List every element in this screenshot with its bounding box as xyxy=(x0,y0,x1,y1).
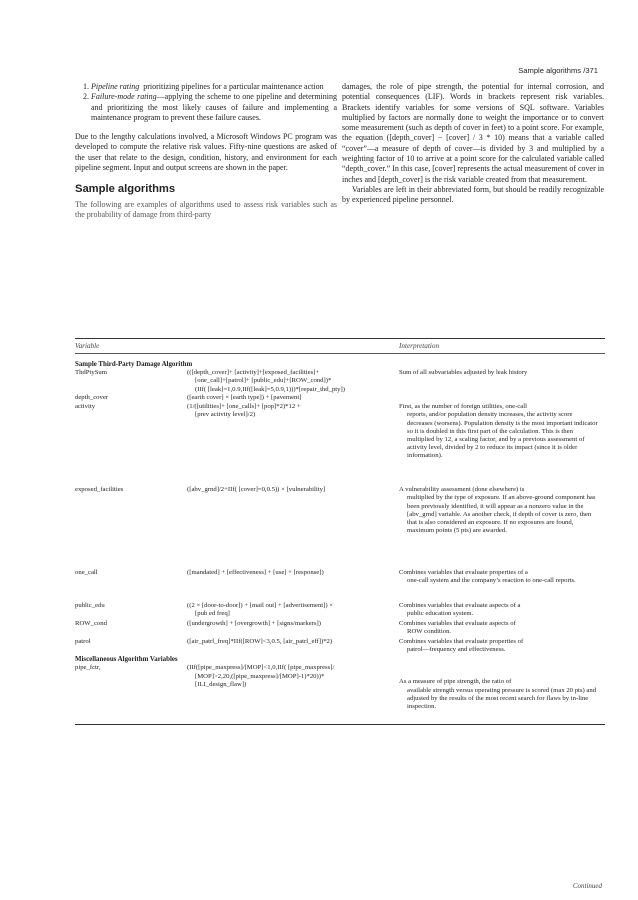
left-column xyxy=(75,82,337,220)
int-line: available strength versus operating pressure is scored (max 20 pts) and adjusted by the results of the most recent search for flaws by in-line inspection. xyxy=(407,686,597,711)
table-header xyxy=(75,339,605,353)
cell-interpretation xyxy=(399,569,599,585)
right-column xyxy=(342,82,604,206)
int-line: First, as the number of foreign utilities, one-call xyxy=(399,403,527,411)
cell-variable: ThdPtySum xyxy=(75,369,107,377)
table-row xyxy=(75,394,605,403)
table-row xyxy=(75,620,605,638)
cell-variable: activity xyxy=(75,403,96,411)
list-text: —applying the scheme to one pipeline and determining and prioritizing the most likely causes of failure and implementing a maintenance program to prevent these failure causes. xyxy=(91,92,337,122)
int-line: one-call system and the company’s reaction to one-call reports. xyxy=(407,577,576,585)
int-line: public education system. xyxy=(407,610,474,618)
cell-interpretation xyxy=(399,678,599,711)
alg-line: [ILI_design_flaw]) xyxy=(195,680,247,688)
table-row xyxy=(75,569,605,602)
list-text: prioritizing pipelines for a particular maintenance action xyxy=(143,82,324,91)
body-paragraph: damages, the role of pipe strength, the potential for internal corrosion, and potential consequences (LIF). Words in brackets represent risk variables. Brackets identify variables for some versions of SQL software. Variables multiplied by factors are normally done to weight the importance or to convert some measurement (such as depth of cover in feet) to a point score. For example, the equation ([depth_cover] − [cover] / 3 * 10) means that a variable called “cover”—a measure of depth of cover—is divided by 3 and multiplied by a weighting factor of 10 to arrive at a point score for the calculated variable called “depth_cover.” In this case, [cover] represents the actual measurement of cover in inches and [depth_cover] is the risk variable created from that measurement. xyxy=(342,82,604,184)
cell-algorithm xyxy=(187,394,389,402)
alg-line: [one_call]+[patrol]+ [public_edu]+[ROW_cond])* xyxy=(195,377,332,385)
cell-interpretation xyxy=(399,602,599,618)
alg-line: [pub ed freq] xyxy=(195,610,230,618)
int-line: reports, and/or population density increases, the activity score decreases (worsens). Population density is the most important indicator so it is doubled in this first part of the calculation. This is then multiplied by 12, a scaling factor, and by a previous assessment of activity level, divided by 2 to reduce its impact (since it is older information). xyxy=(407,411,598,460)
cell-algorithm xyxy=(187,486,389,494)
alg-line: [MOP]>2,20,([pipe_maxpress]/[MOP]-1)*20))* xyxy=(195,672,325,680)
int-line: Combines variables that evaluate aspects of a xyxy=(399,602,521,610)
table-row xyxy=(75,638,605,656)
section-lead: The following are examples of algorithms used to assess risk variables such as the probability of damage from third-party xyxy=(75,199,337,219)
cell-algorithm xyxy=(187,620,389,628)
rating-list xyxy=(75,82,337,123)
table-row xyxy=(75,664,605,724)
list-term: Failure-mode rating xyxy=(91,92,157,102)
alg-line: ([mandated] + [effectiveness] + [use] + [response]) xyxy=(187,569,324,577)
group-title: Miscellaneous Algorithm Variables xyxy=(75,656,178,664)
table-row xyxy=(75,486,605,569)
header-variable: Variable xyxy=(75,342,100,350)
section-title: Sample algorithms xyxy=(75,183,176,196)
int-line: ROW condition. xyxy=(407,628,452,636)
cell-algorithm xyxy=(187,602,389,618)
int-line: Combines variables that evaluate aspects of xyxy=(399,620,516,628)
cell-algorithm xyxy=(187,664,389,689)
alg-line: (([depth_cover]+ [activity]+[exposed_facilities]+ xyxy=(187,369,320,377)
cell-variable: depth_cover xyxy=(75,394,109,402)
int-line: patrol—frequency and effectiveness. xyxy=(407,646,506,654)
table-row xyxy=(75,369,605,394)
int-line: Combines variables that evaluate properties of a xyxy=(399,569,528,577)
table-bottom-rule xyxy=(75,724,605,725)
cell-interpretation xyxy=(399,403,599,460)
cell-interpretation xyxy=(399,638,599,654)
table-row xyxy=(75,602,605,620)
cell-algorithm xyxy=(187,638,389,646)
body-paragraph: Variables are left in their abbreviated form, but should be readily recognizable by experienced pipeline personnel. xyxy=(342,184,604,205)
cell-variable: patrol xyxy=(75,638,91,646)
list-term: Pipeline rating xyxy=(91,82,140,91)
group-title: Sample Third-Party Damage Algorithm xyxy=(75,361,193,368)
header-interpretation: Interpretation xyxy=(399,342,440,350)
cell-interpretation xyxy=(399,620,599,636)
table-body xyxy=(75,354,605,724)
alg-line: ([earth cover] × [earth type]) + [pavement] xyxy=(187,394,302,402)
cell-interpretation xyxy=(399,369,599,377)
int-line: multiplied by the type of exposure. If an above-ground component has been previously identified, it will appear as a nonzero value in the [abv_grnd] variable. As another check, if depth of cover is zero, then that is also considered an exposure. If no exposures are found, maximum points (5 pts) are awarded. xyxy=(407,494,596,535)
list-item xyxy=(91,82,337,92)
cell-variable: one_call xyxy=(75,569,98,577)
alg-line: ([air_patrl_freq]*IIf([ROW]<3,0.5, [air_patrl_eff])*2) xyxy=(187,638,333,646)
body-paragraph: Due to the lengthy calculations involved, a Microsoft Windows PC program was developed to compute the relative risk values. Fifty-nine questions are asked of the user that relate to the design, condition, history, and environment for each pipeline segment. Input and output screens are shown in the paper. xyxy=(75,132,337,173)
int-line: As a measure of pipe strength, the ratio of xyxy=(399,678,512,686)
alg-line: ((2 × [door-to-door]) + [mail out] + [advertisement]) × xyxy=(187,602,334,610)
int-line: Combines variables that evaluate properties of xyxy=(399,638,524,646)
continued-label: Continued xyxy=(572,882,602,890)
cell-interpretation xyxy=(399,486,599,535)
cell-algorithm xyxy=(187,569,389,577)
alg-line: ([undergrowth] + [overgrowth] + [signs/markers]) xyxy=(187,620,321,628)
algorithm-table xyxy=(75,338,605,725)
cell-variable: public_edu xyxy=(75,602,105,610)
cell-algorithm xyxy=(187,403,389,419)
cell-variable: exposed_facilities xyxy=(75,486,124,494)
int-line: A vulnerability assessment (done elsewhere) is xyxy=(399,486,525,494)
list-item xyxy=(91,92,337,123)
alg-line: (IIf( [leak]=1,0.9,IIf([leak]=5,0.9,1)))*[repair_thd_pty]) xyxy=(195,385,345,393)
alg-line: (1/([utilities]+ [one_calls]+ [pop]*2)*12 + xyxy=(187,403,301,411)
cell-variable: ROW_cond xyxy=(75,620,107,628)
table-row xyxy=(75,403,605,486)
alg-line: [prev activity level]/2) xyxy=(195,411,256,419)
alg-line: (IIf([pipe_maxpress]/[MOP]<1,0,IIf( [pipe_maxpress]/ xyxy=(187,664,335,672)
int-line: Sum of all subvariables adjusted by leak history xyxy=(399,369,528,377)
cell-variable: pipe_fctr, xyxy=(75,664,101,672)
alg-line: ([abv_grnd]/2+IIf( [cover]=0,0.5)) × [vulnerability] xyxy=(187,486,326,494)
cell-algorithm xyxy=(187,369,389,394)
running-head: Sample algorithms /371 xyxy=(518,66,598,75)
